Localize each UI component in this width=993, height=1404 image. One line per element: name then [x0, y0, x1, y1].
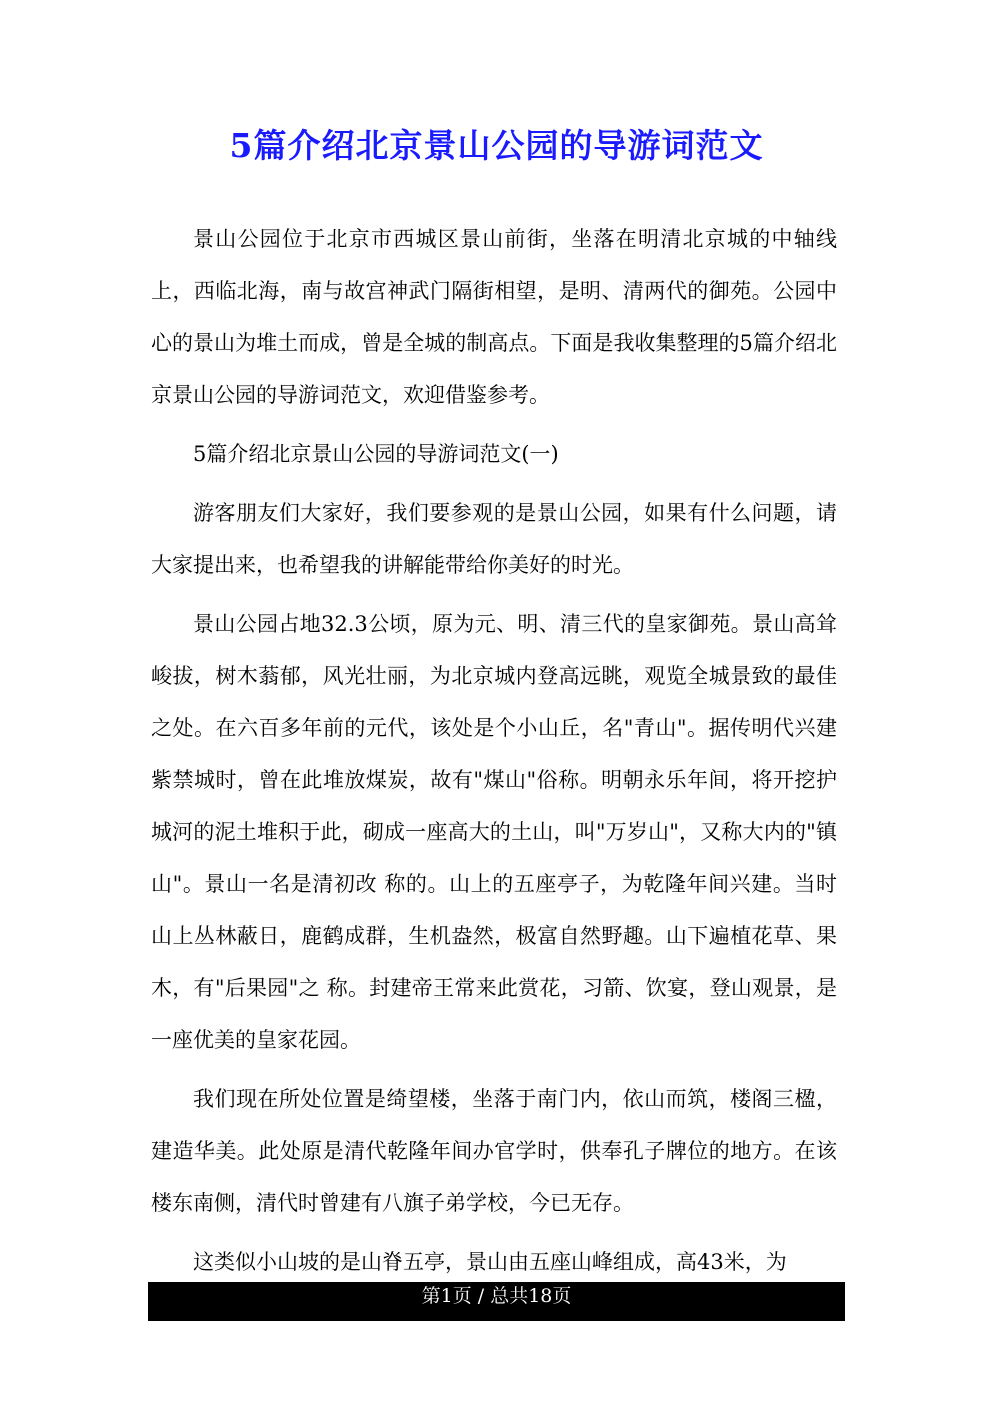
paragraph-history: 景山公园占地32.3公顷，原为元、明、清三代的皇家御苑。景山高耸峻拔，树木蓊郁，风光壮丽，为北京城内登高远眺，观览全城景致的最佳之处。在六百多年前的元代，该处是个小山丘，名"青山"。据传明代兴建紫禁城时，曾在此堆放煤炭，故有"煤山"俗称。明朝永乐年间，将开挖护城河的泥土堆积于此，砌成一座高大的土山，叫"万岁山"，又称大内的"镇山"。景山一名是清初改 称的。山上的五座亭子，为乾隆年间兴建。当时山上丛林蔽日，鹿鹤成群，生机盎然，极富自然野趣。山下遍植花草、果木，有"后果园"之 称。封建帝王常来此赏花，习箭、饮宴，登山观景，是一座优美的皇家花园。	[151, 612, 837, 1052]
paragraph-intro: 景山公园位于北京市西城区景山前街，坐落在明清北京城的中轴线上，西临北海，南与故宫神武门隔街相望，是明、清两代的御苑。公园中心的景山为堆土而成，曾是全城的制高点。下面是我收集整理的5篇介绍北京景山公园的导游词范文，欢迎借鉴参考。	[151, 227, 837, 407]
paragraph-qiwang-tower: 我们现在所处位置是绮望楼，坐落于南门内，依山而筑，楼阁三楹，建造华美。此处原是清代乾隆年间办官学时，供奉孔子牌位的地方。在该楼东南侧，清代时曾建有八旗子弟学校，今已无存。	[151, 1087, 837, 1215]
document-body	[151, 213, 837, 1295]
page-footer	[148, 1282, 845, 1321]
page-indicator: 第1页 / 总共18页	[421, 1285, 572, 1307]
section-heading: 5篇介绍北京景山公园的导游词范文(一)	[193, 442, 559, 466]
paragraph-greeting: 游客朋友们大家好，我们要参观的是景山公园，如果有什么问题，请大家提出来，也希望我的讲解能带给你美好的时光。	[151, 501, 837, 577]
page-title: 5篇介绍北京景山公园的导游词范文	[229, 126, 764, 165]
paragraph-five-pavilions: 这类似小山坡的是山脊五亭，景山由五座山峰组成，高43米，为	[193, 1250, 787, 1274]
